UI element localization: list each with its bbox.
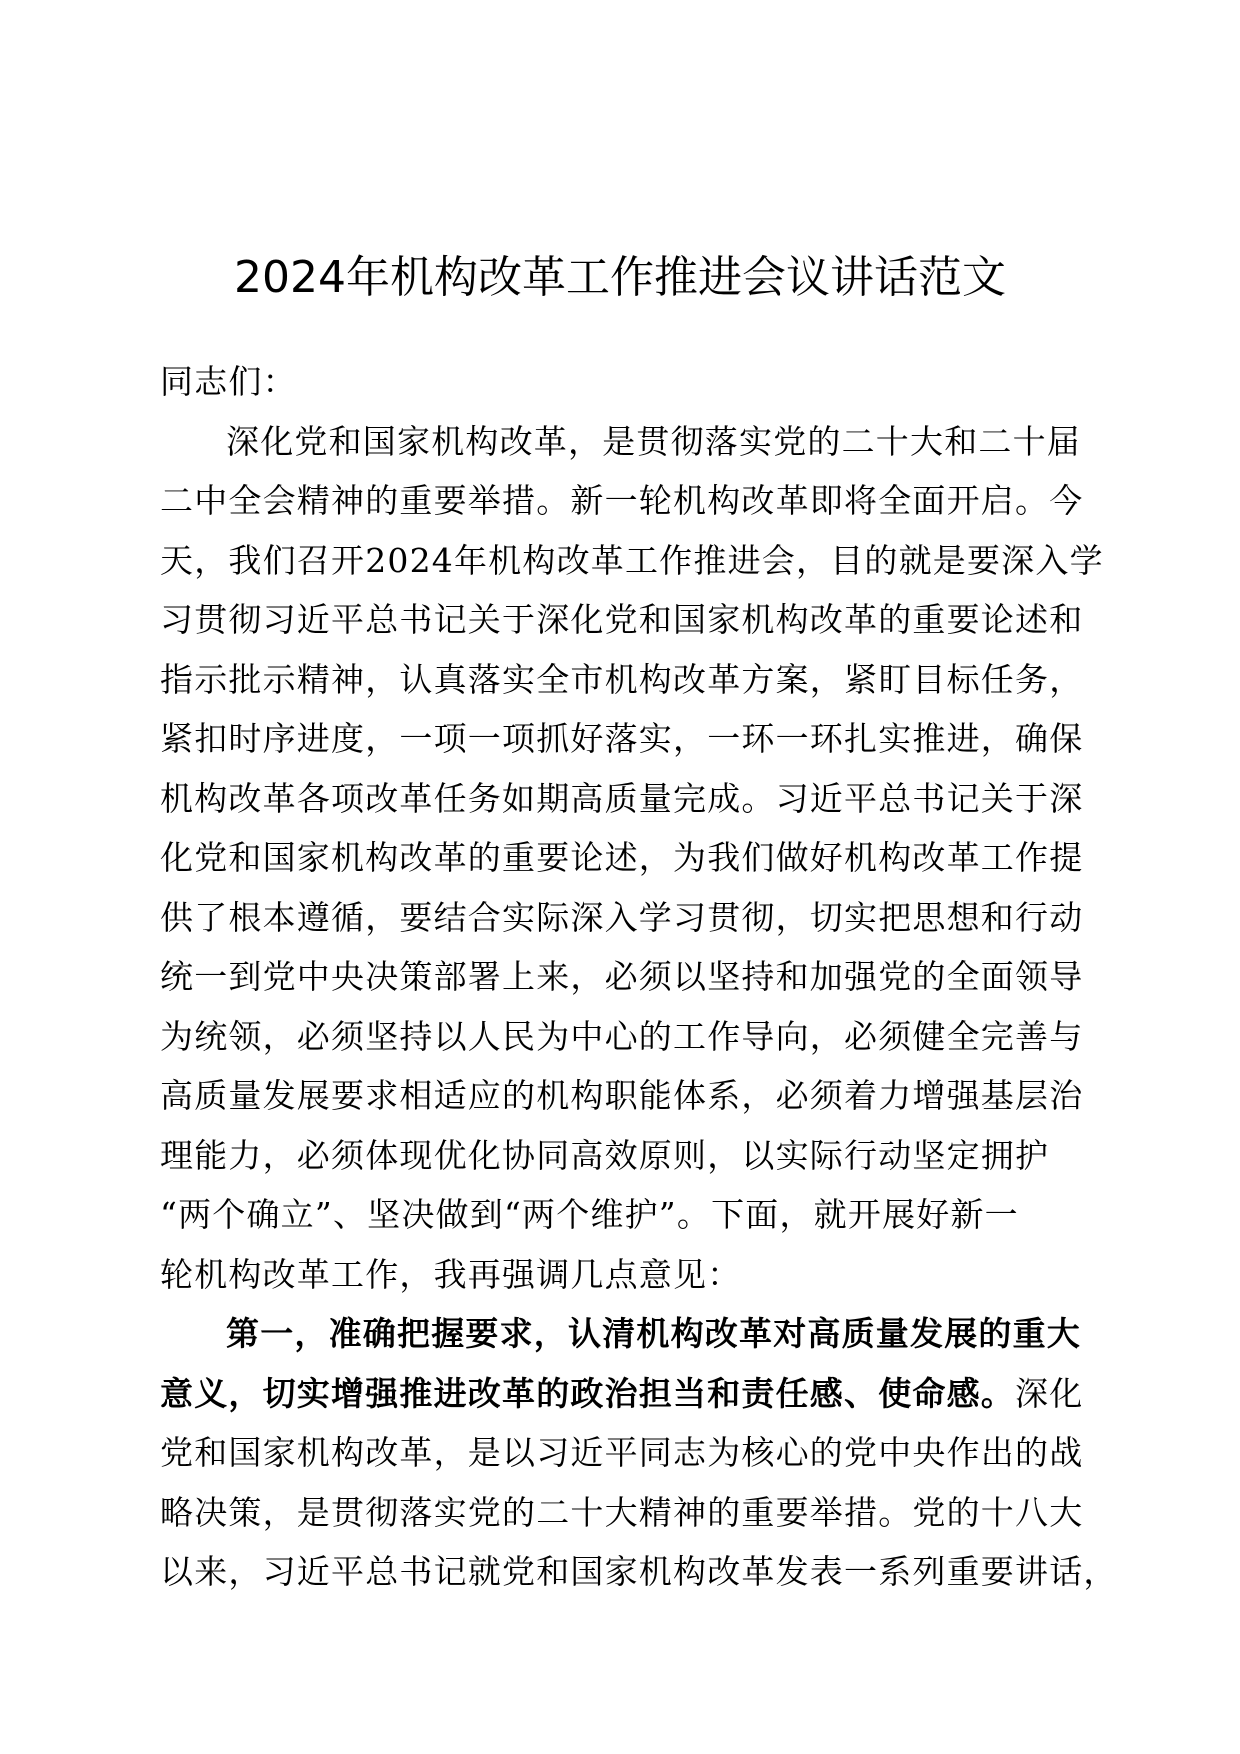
paragraph-line: 机构改革各项改革任务如期高质量完成。习近平总书记关于深 — [160, 778, 1084, 818]
section-body-start: 深化 — [1015, 1373, 1084, 1413]
paragraph-line: 二中全会精神的重要举措。新一轮机构改革即将全面开启。今 — [160, 481, 1084, 520]
paragraph-line: 高质量发展要求相适应的机构职能体系，必须着力增强基层治 — [160, 1076, 1084, 1115]
paragraph-line: 以来，习近平总书记就党和国家机构改革发表一系列重要讲话， — [160, 1552, 1118, 1591]
paragraph-line: 化党和国家机构改革的重要论述，为我们做好机构改革工作提 — [160, 838, 1084, 877]
paragraph-line: 略决策，是贯彻落实党的二十大精神的重要举措。党的十八大 — [160, 1492, 1084, 1532]
paragraph-line: 供了根本遵循，要结合实际深入学习贯彻，切实把思想和行动 — [160, 897, 1084, 937]
document-title: 2024年机构改革工作推进会议讲话范文 — [234, 252, 1006, 303]
paragraph-line: 统一到党中央决策部署上来，必须以坚持和加强党的全面领导 — [160, 957, 1084, 996]
paragraph-line: 紧扣时序进度，一项一项抓好落实，一环一环扎实推进，确保 — [160, 719, 1084, 758]
paragraph-line: “两个确立”、坚决做到“两个维护”。下面，就开展好新一 — [160, 1195, 1019, 1234]
section-heading-line — [160, 1364, 1084, 1424]
paragraph-line: 党和国家机构改革，是以习近平同志为核心的党中央作出的战 — [160, 1433, 1084, 1472]
document-body — [160, 352, 1118, 1602]
paragraph-line: 习贯彻习近平总书记关于深化党和国家机构改革的重要论述和 — [160, 600, 1084, 639]
paragraph-line: 深化党和国家机构改革，是贯彻落实党的二十大和二十届 — [226, 421, 1081, 461]
section-heading-text: 意义，切实增强推进改革的政治担当和责任感、使命感。 — [160, 1373, 1015, 1413]
greeting-line: 同志们： — [160, 362, 297, 401]
paragraph-line: 天，我们召开2024年机构改革工作推进会，目的就是要深入学 — [160, 540, 1104, 580]
section-heading-line: 第一，准确把握要求，认清机构改革对高质量发展的重大 — [226, 1314, 1081, 1353]
paragraph-line: 指示批示精神，认真落实全市机构改革方案，紧盯目标任务， — [160, 659, 1084, 699]
paragraph-line: 轮机构改革工作，我再强调几点意见： — [160, 1254, 742, 1294]
paragraph-line: 为统领，必须坚持以人民为中心的工作导向，必须健全完善与 — [160, 1016, 1084, 1056]
paragraph-line: 理能力，必须体现优化协同高效原则，以实际行动坚定拥护 — [160, 1135, 1050, 1175]
